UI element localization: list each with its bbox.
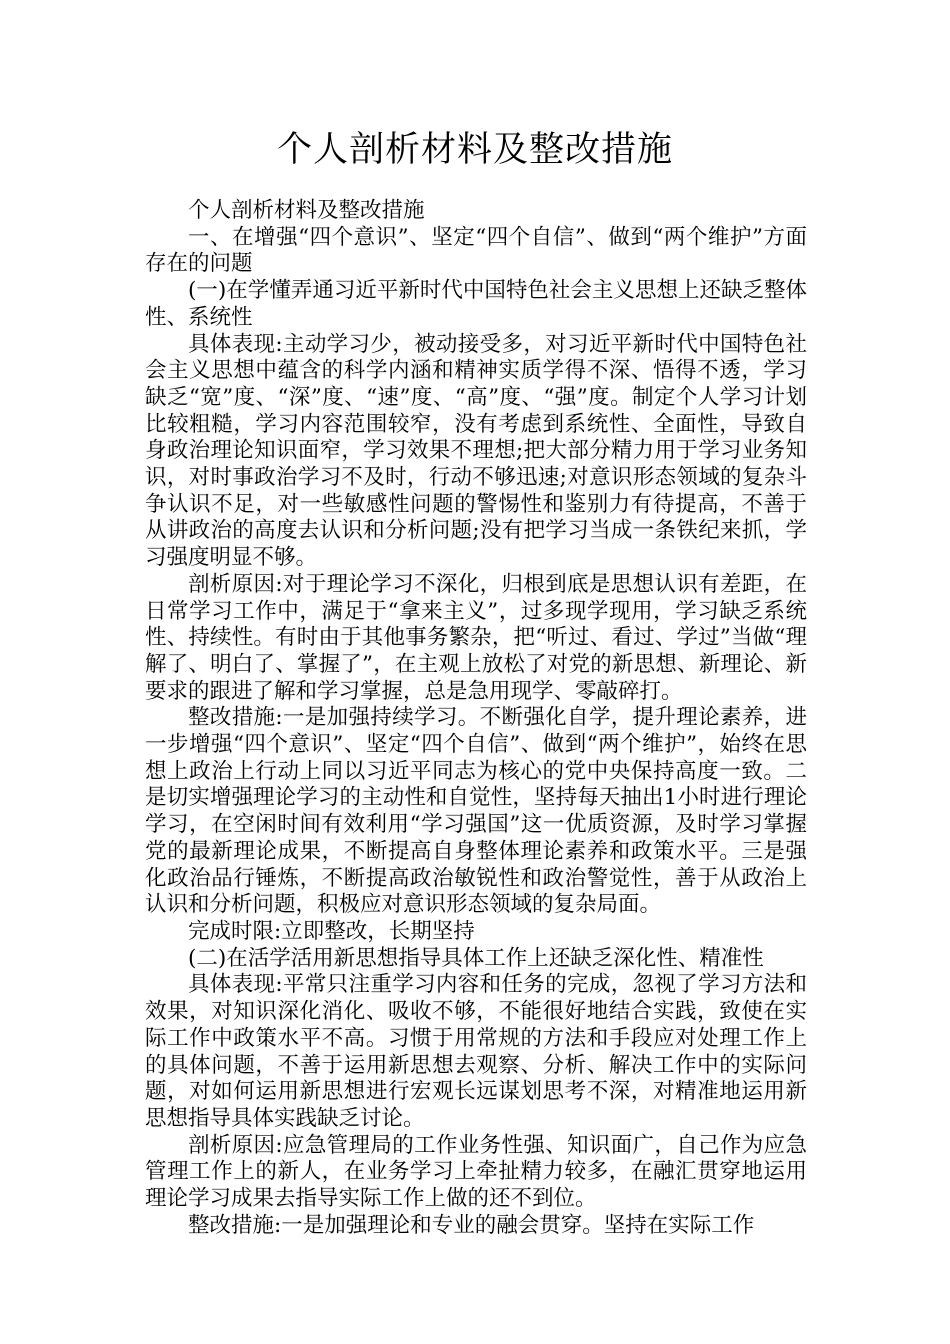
paragraph-manifestation-two: 具体表现:平常只注重学习内容和任务的完成，忽视了学习方法和效果，对知识深化消化、吸收不够，不能很好地结合实践，致使在实际工作中政策水平不高。习惯于用常规的方法和手段应对处理工作上的具体问题，不善于运用新思想去观察、分析、解决工作中的实际问题，对如何运用新思想进行宏观长远谋划思考不深，对精准地运用新思想指导具体实践缺乏讨论。 xyxy=(145,972,807,1131)
document-title: 个人剖析材料及整改措施 xyxy=(276,130,673,170)
paragraph-manifestation-one: 具体表现:主动学习少，被动接受多，对习近平新时代中国特色社会主义思想中蕴含的科学内涵和精神实质学得不深、悟得不透，学习缺乏“宽”度、“深”度、“速”度、“高”度、“强”度。制定个人学习计划比较粗糙，学习内容范围较窄，没有考虑到系统性、全面性，导致自身政治理论知识面窄，学习效果不理想;把大部分精力用于学习业务知识，对时事政治学习不及时，行动不够迅速;对意识形态领域的复杂斗争认识不足，对一些敏感性问题的警惕性和鉴别力有待提高，不善于从讲政治的高度去认识和分析问题;没有把学习当成一条铁纪来抓，学习强度明显不够。 xyxy=(145,331,807,571)
paragraph-measures-one: 整改措施:一是加强持续学习。不断强化自学，提升理论素养，进一步增强“四个意识”、坚定“四个自信”、做到“两个维护”，始终在思想上政治上行动上同以习近平同志为核心的党中央保持高度一致。二是切实增强理论学习的主动性和自觉性，坚持每天抽出1小时进行理论学习，在空闲时间有效利用“学习强国”这一优质资源，及时学习掌握党的最新理论成果，不断提高自身整体理论素养和政策水平。三是强化政治品行锤炼，不断提高政治敏锐性和政治警觉性，善于从政治上认识和分析问题，积极应对意识形态领域的复杂局面。 xyxy=(145,705,807,918)
paragraph-heading: 个人剖析材料及整改措施 xyxy=(188,198,425,223)
paragraph-cause-one: 剖析原因:对于理论学习不深化，归根到底是思想认识有差距，在日常学习工作中，满足于“拿来主义”，过多现学现用，学习缺乏系统性、持续性。有时由于其他事务繁杂，把“听过、看过、学过”当做“理解了、明白了、掌握了”，在主观上放松了对党的新思想、新理论、新要求的跟进了解和学习掌握，总是急用现学、零敲碎打。 xyxy=(145,571,807,704)
document-body xyxy=(145,198,807,1239)
paragraph-subsection-one: (一)在学懂弄通习近平新时代中国特色社会主义思想上还缺乏整体性、系统性 xyxy=(145,278,807,330)
paragraph-deadline-one: 完成时限:立即整改，长期坚持 xyxy=(188,918,475,944)
paragraph-cause-two: 剖析原因:应急管理局的工作业务性强、知识面广，自己作为应急管理工作上的新人，在业务学习上牵扯精力较多，在融汇贯穿地运用理论学习成果去指导实际工作上做的还不到位。 xyxy=(145,1132,807,1212)
paragraph-subsection-two: (二)在活学活用新思想指导具体工作上还缺乏深化性、精准性 xyxy=(188,945,764,971)
paragraph-section-one: 一、在增强“四个意识”、坚定“四个自信”、做到“两个维护”方面存在的问题 xyxy=(145,224,807,277)
paragraph-measures-two: 整改措施:一是加强理论和专业的融会贯穿。坚持在实际工作 xyxy=(188,1212,755,1238)
